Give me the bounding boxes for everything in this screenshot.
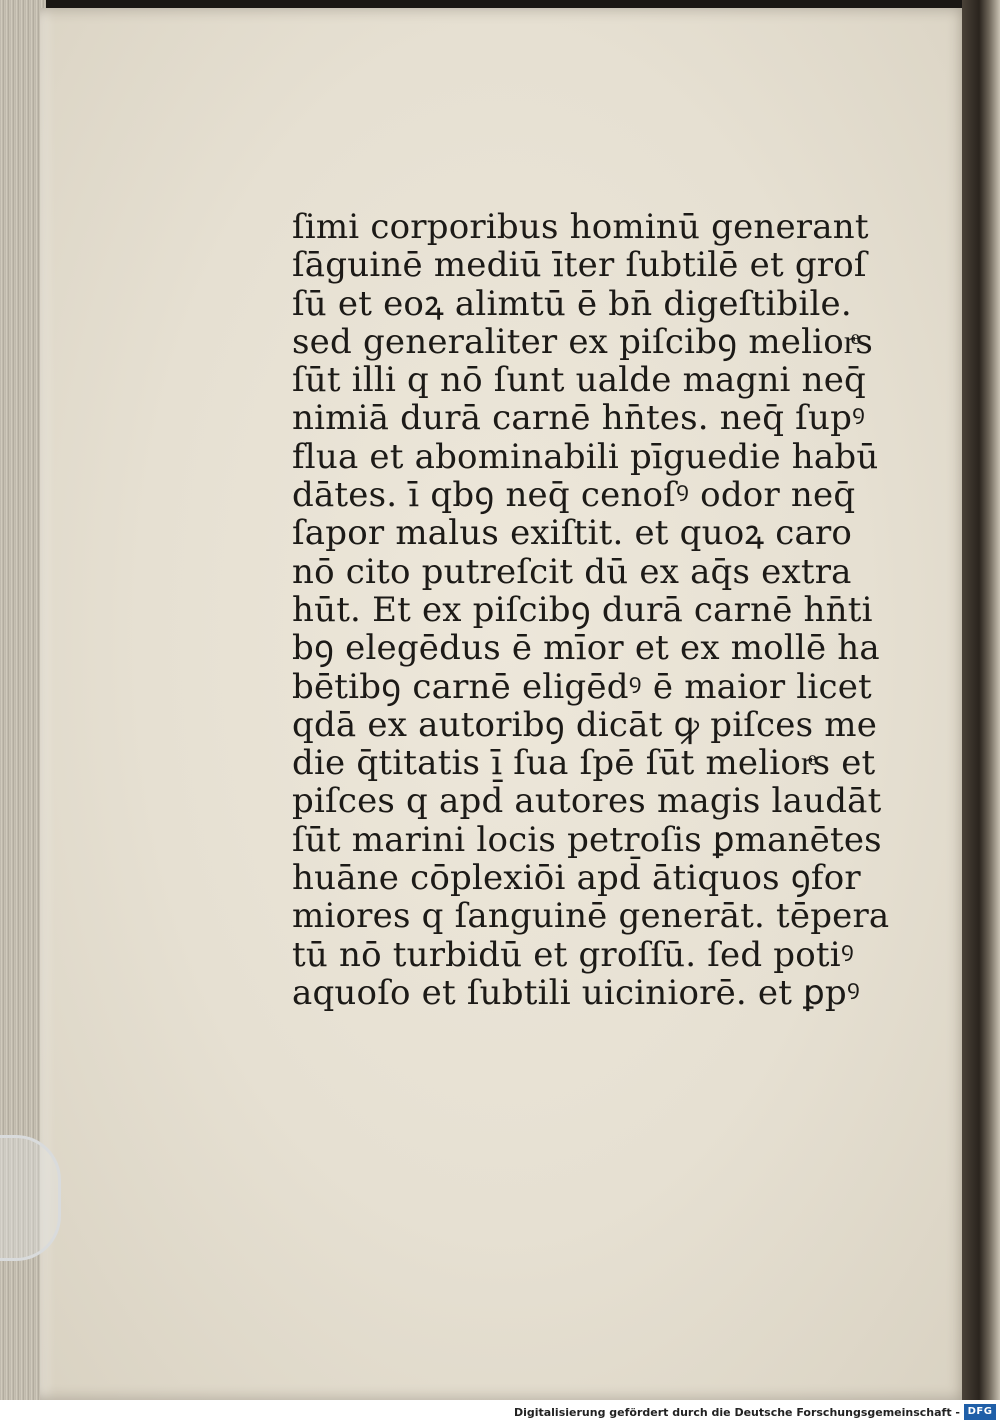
paper-clip [0,1135,61,1261]
text-line: nō cito putreſcit dū ex aq̄s extra [292,551,852,592]
text-line: huāne cōplexiōi apd̄ ātiquos ꝯfor [292,858,861,899]
text-line: ſūt marini locis petroſis ꝑmanētes [292,819,882,860]
text-line: hūt. Et ex piſcibꝯ durā carnē hn̄ti [292,589,873,630]
text-line: bꝯ elegēdus ē mīor et ex mollē ha [292,628,880,669]
text-line: aquoſo et ſubtili uiciniorē. et ꝑpꝰ [292,972,861,1013]
text-line: ſimi corporibus hominū generant [292,207,869,247]
text-line: bētibꝯ carnē eligēdꝰ ē maior licet [292,666,872,707]
text-line: ſāguinē mediū īter ſubtilē et groſ [292,245,867,286]
footer-credit: Digitalisierung gefördert durch die Deutsche Forschungsgemeinschaft - [513,1406,960,1419]
text-line: ſū et eoꝝ alimtū ē bn̄ digeſtibile. [292,283,852,324]
text-line: nimiā durā carnē hn̄tes. neq̄ ſupꝰ [292,398,866,439]
text-line: ſūt illi q nō ſunt ualde magni neq̄ [292,360,867,401]
book-gutter [962,0,1000,1400]
text-line: tū nō turbidū et groſſū. ſed potiꝰ [292,934,855,975]
text-line: flua et abominabili pīguedie habū [292,436,879,477]
text-line: die q̄titatis ī ſua ſpē ſūt meliorͤs et [292,743,876,784]
text-line: ſapor malus exiſtit. et quoꝝ caro [292,513,853,554]
text-line: piſces q apd̄ autores magis laudāt [292,781,882,822]
text-line: sed generaliter ex piſcibꝯ meliorͤs [292,321,874,362]
dfg-logo: DFG [964,1404,996,1420]
footer-bar [0,1400,1000,1425]
printed-text-block [292,207,890,1013]
text-line: dātes. ī qbꝯ neq̄ cenoſꝰ odor neq̄ [292,475,856,516]
text-line: qdā ex autoribꝯ dicāt ꝙ piſces me [292,704,878,745]
text-line: miores q ſanguinē generāt. tēpera [292,896,890,937]
